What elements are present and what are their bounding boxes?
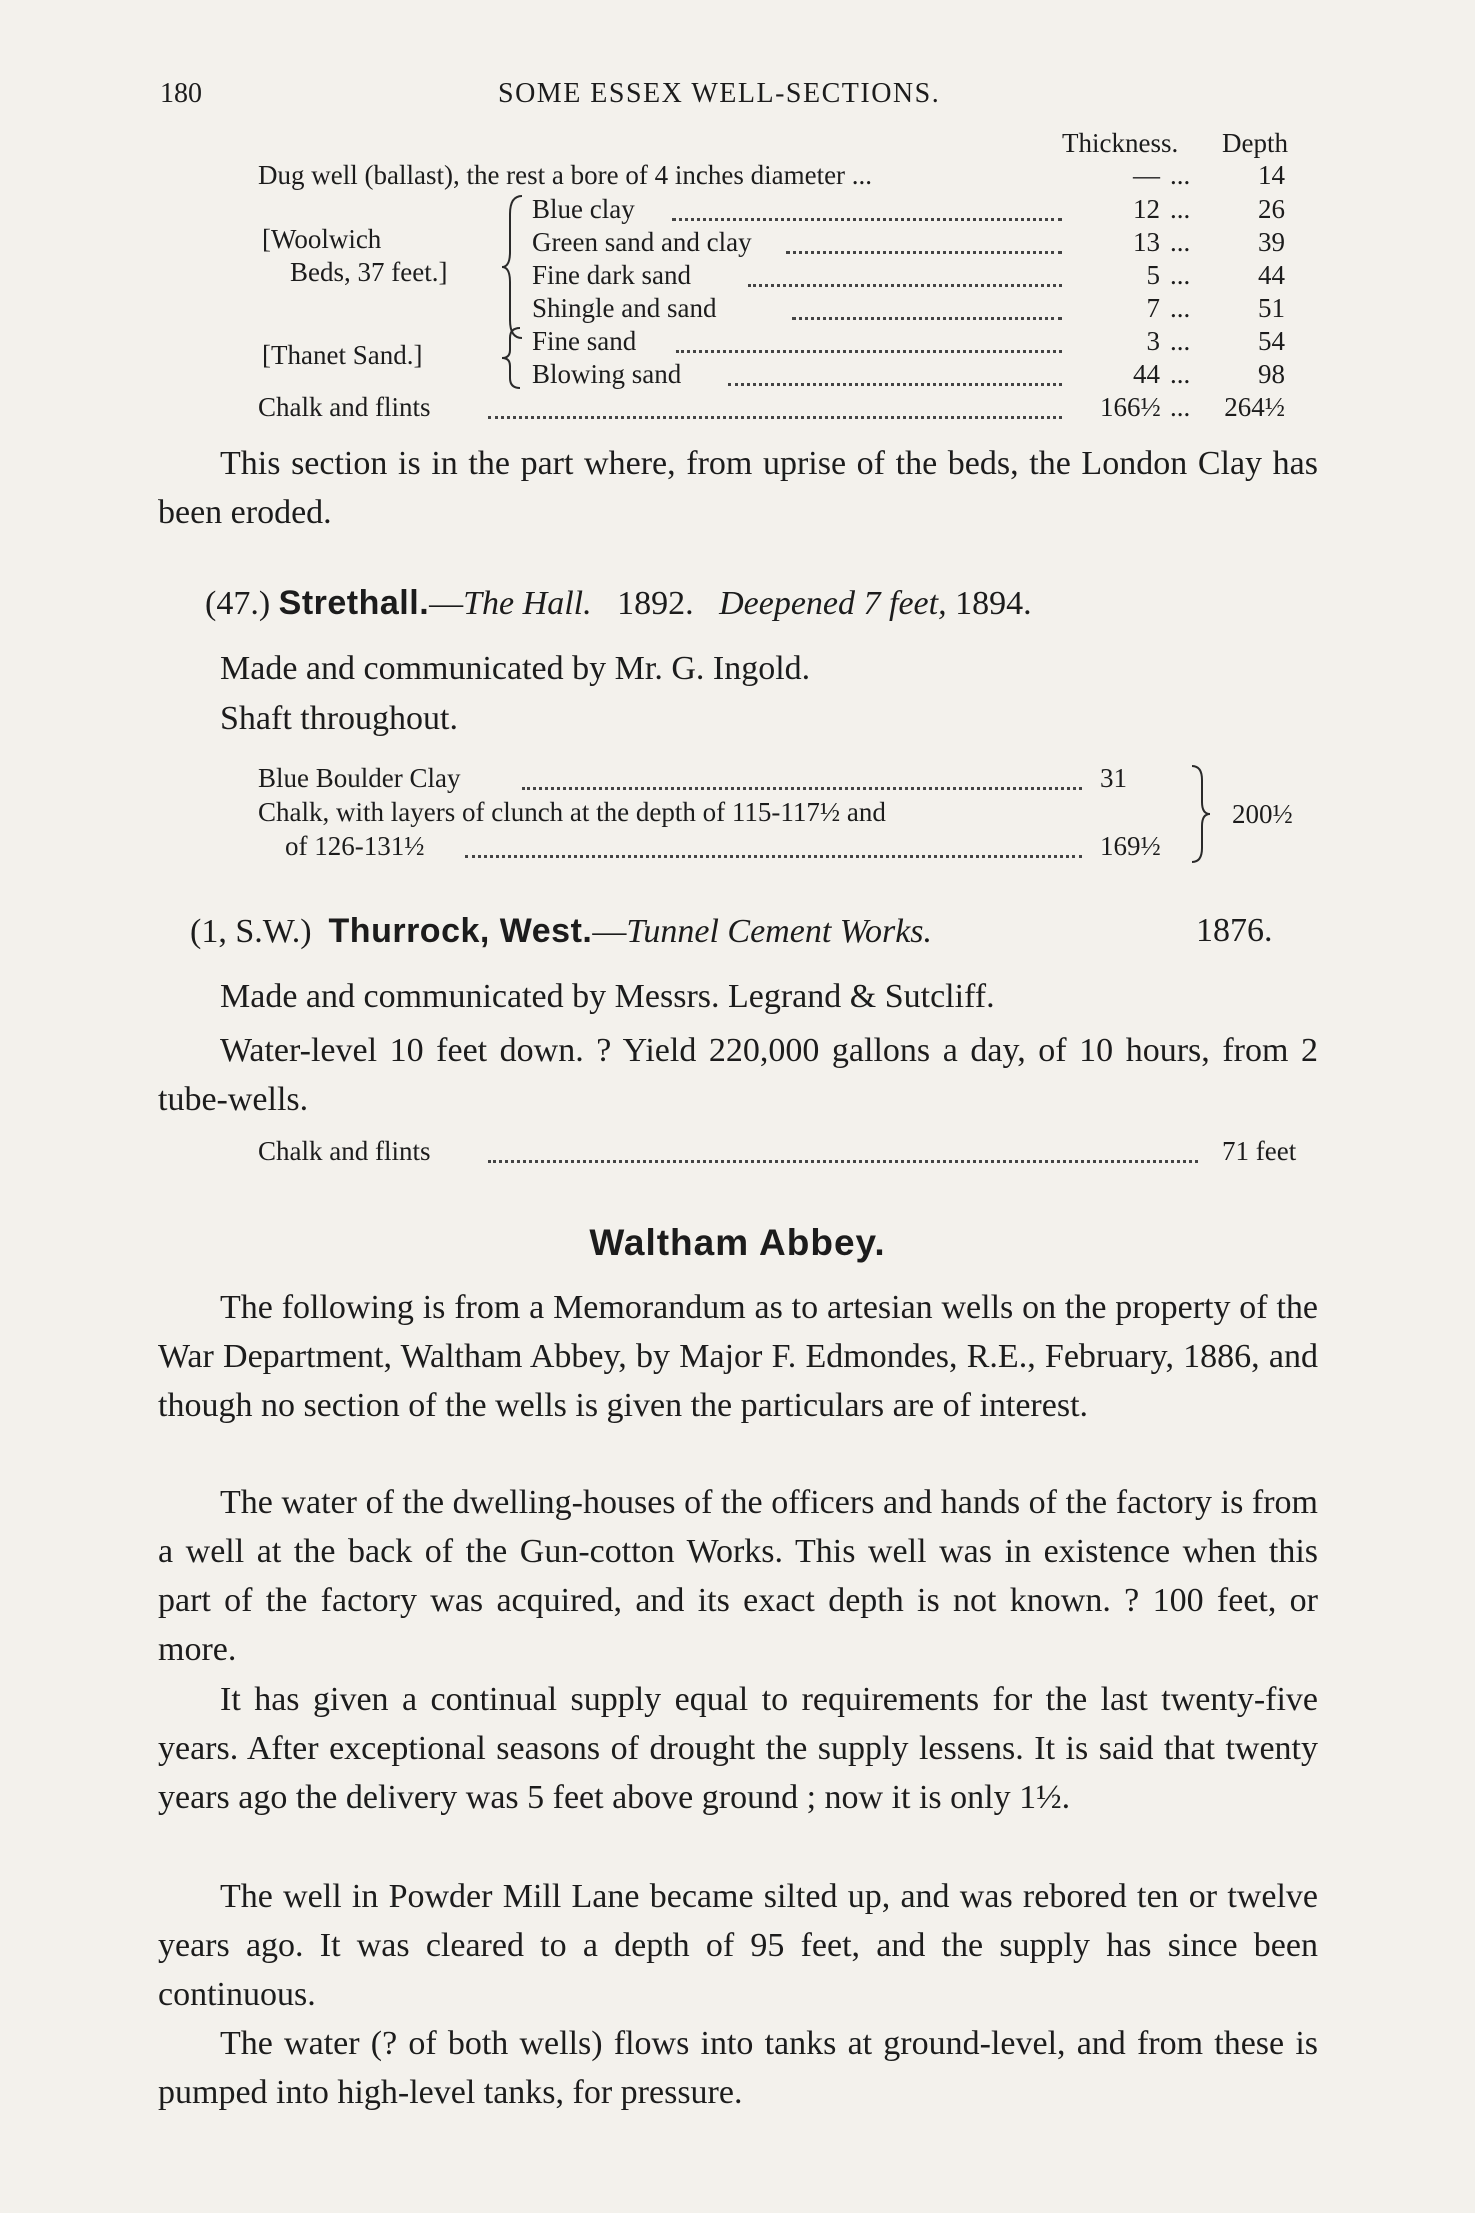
row-label: Chalk and flints xyxy=(258,392,431,422)
row-separator: ... xyxy=(1170,160,1191,190)
row-label: Chalk and flints xyxy=(258,1136,431,1166)
section-row-woolwich xyxy=(0,194,1475,228)
group-label-woolwich-2: Beds, 37 feet.] xyxy=(290,257,448,287)
leader-dots xyxy=(672,218,1062,221)
row-thickness: 166½ xyxy=(1100,392,1161,422)
section-row-thanet xyxy=(0,326,1475,360)
running-title: SOME ESSEX WELL-SECTIONS. xyxy=(498,78,941,109)
row-label: Dug well (ballast), the rest a bore of 4 inches diameter ... xyxy=(258,160,873,190)
row-thickness: 13 xyxy=(1133,227,1160,257)
entry-year: 1892. xyxy=(617,585,694,622)
row-label: Blowing sand xyxy=(532,359,682,389)
leader-dots xyxy=(792,317,1062,320)
row-thickness: 3 xyxy=(1146,326,1160,356)
row-thickness: 31 xyxy=(1100,763,1127,793)
entry-number: (47.) xyxy=(205,585,271,622)
leader-dots xyxy=(522,787,1082,790)
row-depth: 26 xyxy=(1258,194,1285,224)
waltham-paragraph-2: The water of the dwelling-houses of the officers and hands of the factory is from a well at the back of the Gun-cotton Works. This well was in existence when this part of the factory was acquired, and its exact depth is not known. ? 100 feet, or more. xyxy=(158,1484,1318,1668)
leader-dots xyxy=(488,416,1062,419)
entry-shaft: Shaft throughout. xyxy=(220,700,458,737)
waltham-paragraph-4: The well in Powder Mill Lane became silted up, and was rebored ten or twelve years ago. It was cleared to a depth of 95 feet, and the supply has since been continuous. xyxy=(158,1878,1318,2013)
entry-communicated: Made and communicated by Mr. G. Ingold. xyxy=(220,650,811,687)
section-row-woolwich xyxy=(0,260,1475,294)
row-separator: ... xyxy=(1170,260,1191,290)
row-separator: ... xyxy=(1170,227,1191,257)
row-depth: 44 xyxy=(1258,260,1285,290)
row-label: Fine sand xyxy=(532,326,637,356)
leader-dots xyxy=(465,855,1082,858)
entry-heading-strethall xyxy=(205,584,1032,623)
entry-dash: — xyxy=(592,913,627,950)
row-thickness: 5 xyxy=(1146,260,1160,290)
waltham-paragraph-5: The water (? of both wells) flows into tanks at ground-level, and from these is pumped into high-level tanks, for pressure. xyxy=(158,2025,1318,2111)
entry-note-year: 1894. xyxy=(955,585,1032,622)
group-label-woolwich-1: [Woolwich xyxy=(262,224,382,254)
column-thickness-header: Thickness. xyxy=(1062,128,1179,158)
entry-site: The Hall. xyxy=(463,585,592,622)
entry-place: Strethall. xyxy=(278,584,430,622)
row-depth: 264½ xyxy=(1224,392,1285,422)
entry-heading-thurrock xyxy=(190,912,932,951)
row-depth: 54 xyxy=(1258,326,1285,356)
row-separator: ... xyxy=(1170,359,1191,389)
leader-dots xyxy=(786,251,1062,254)
row-thickness: — xyxy=(1133,160,1160,190)
row-depth: 51 xyxy=(1258,293,1285,323)
leader-dots xyxy=(488,1160,1198,1163)
row-label: Fine dark sand xyxy=(532,260,691,290)
thurrock-chalk-row xyxy=(0,1136,1475,1170)
row-separator: ... xyxy=(1170,326,1191,356)
row-thickness: 7 xyxy=(1146,293,1160,323)
thurrock-water-level: Water-level 10 feet down. ? Yield 220,000 gallons a day, of 10 hours, from 2 tube-wells. xyxy=(158,1032,1318,1118)
row-separator: ... xyxy=(1170,194,1191,224)
entry-place: Thurrock, West. xyxy=(328,912,593,950)
page-number: 180 xyxy=(160,78,202,109)
entry-dash: — xyxy=(429,585,464,622)
thurrock-communicated: Made and communicated by Messrs. Legrand & Sutcliff. xyxy=(220,978,995,1015)
row-thickness: 44 xyxy=(1133,359,1160,389)
row-separator: ... xyxy=(1170,392,1191,422)
leader-dots xyxy=(748,284,1062,287)
section-row-dug-well xyxy=(0,160,1475,194)
row-depth: 39 xyxy=(1258,227,1285,257)
section-row-woolwich xyxy=(0,227,1475,261)
row-label: Green sand and clay xyxy=(532,227,752,257)
row-thickness: 169½ xyxy=(1100,831,1161,861)
section-row-thanet xyxy=(0,359,1475,393)
row-label: Blue clay xyxy=(532,194,635,224)
paragraph-eroded: This section is in the part where, from uprise of the beds, the London Clay has been eroded. xyxy=(158,445,1318,531)
leader-dots xyxy=(676,350,1062,353)
row-depth: 14 xyxy=(1258,160,1285,190)
row-label: Shingle and sand xyxy=(532,293,717,323)
thurrock-year: 1876. xyxy=(1196,912,1273,949)
entry-note: Deepened 7 feet, xyxy=(719,585,947,622)
strethall-row xyxy=(0,831,1475,865)
row-thickness: 12 xyxy=(1133,194,1160,224)
group-label-thanet: [Thanet Sand.] xyxy=(262,340,423,370)
row-separator: ... xyxy=(1170,293,1191,323)
strethall-row xyxy=(0,763,1475,797)
strethall-total: 200½ xyxy=(1232,799,1293,829)
leader-dots xyxy=(728,383,1062,386)
column-depth-header: Depth xyxy=(1222,128,1288,158)
row-depth: 98 xyxy=(1258,359,1285,389)
section-row-chalk xyxy=(0,392,1475,426)
row-value: 71 feet xyxy=(1222,1136,1297,1166)
waltham-paragraph-1: The following is from a Memorandum as to artesian wells on the property of the War Department, Waltham Abbey, by Major F. Edmondes, R.E., February, 1886, and though no section of the wells is given the particulars are of interest. xyxy=(158,1289,1318,1424)
section-row-woolwich xyxy=(0,293,1475,327)
section-heading-waltham: Waltham Abbey. xyxy=(589,1222,886,1263)
waltham-paragraph-3: It has given a continual supply equal to requirements for the last twenty-five years. After exceptional seasons of drought the supply lessens. It is said that twenty years ago the delivery was 5 feet above ground ; now it is only 1½. xyxy=(158,1681,1318,1816)
row-label: Blue Boulder Clay xyxy=(258,763,461,793)
entry-number: (1, S.W.) xyxy=(190,913,312,950)
row-label: of 126-131½ xyxy=(285,831,425,861)
entry-site: Tunnel Cement Works. xyxy=(626,913,933,950)
row-label: Chalk, with layers of clunch at the depth of 115-117½ and xyxy=(258,797,886,827)
brace-strethall-total xyxy=(1188,764,1214,864)
